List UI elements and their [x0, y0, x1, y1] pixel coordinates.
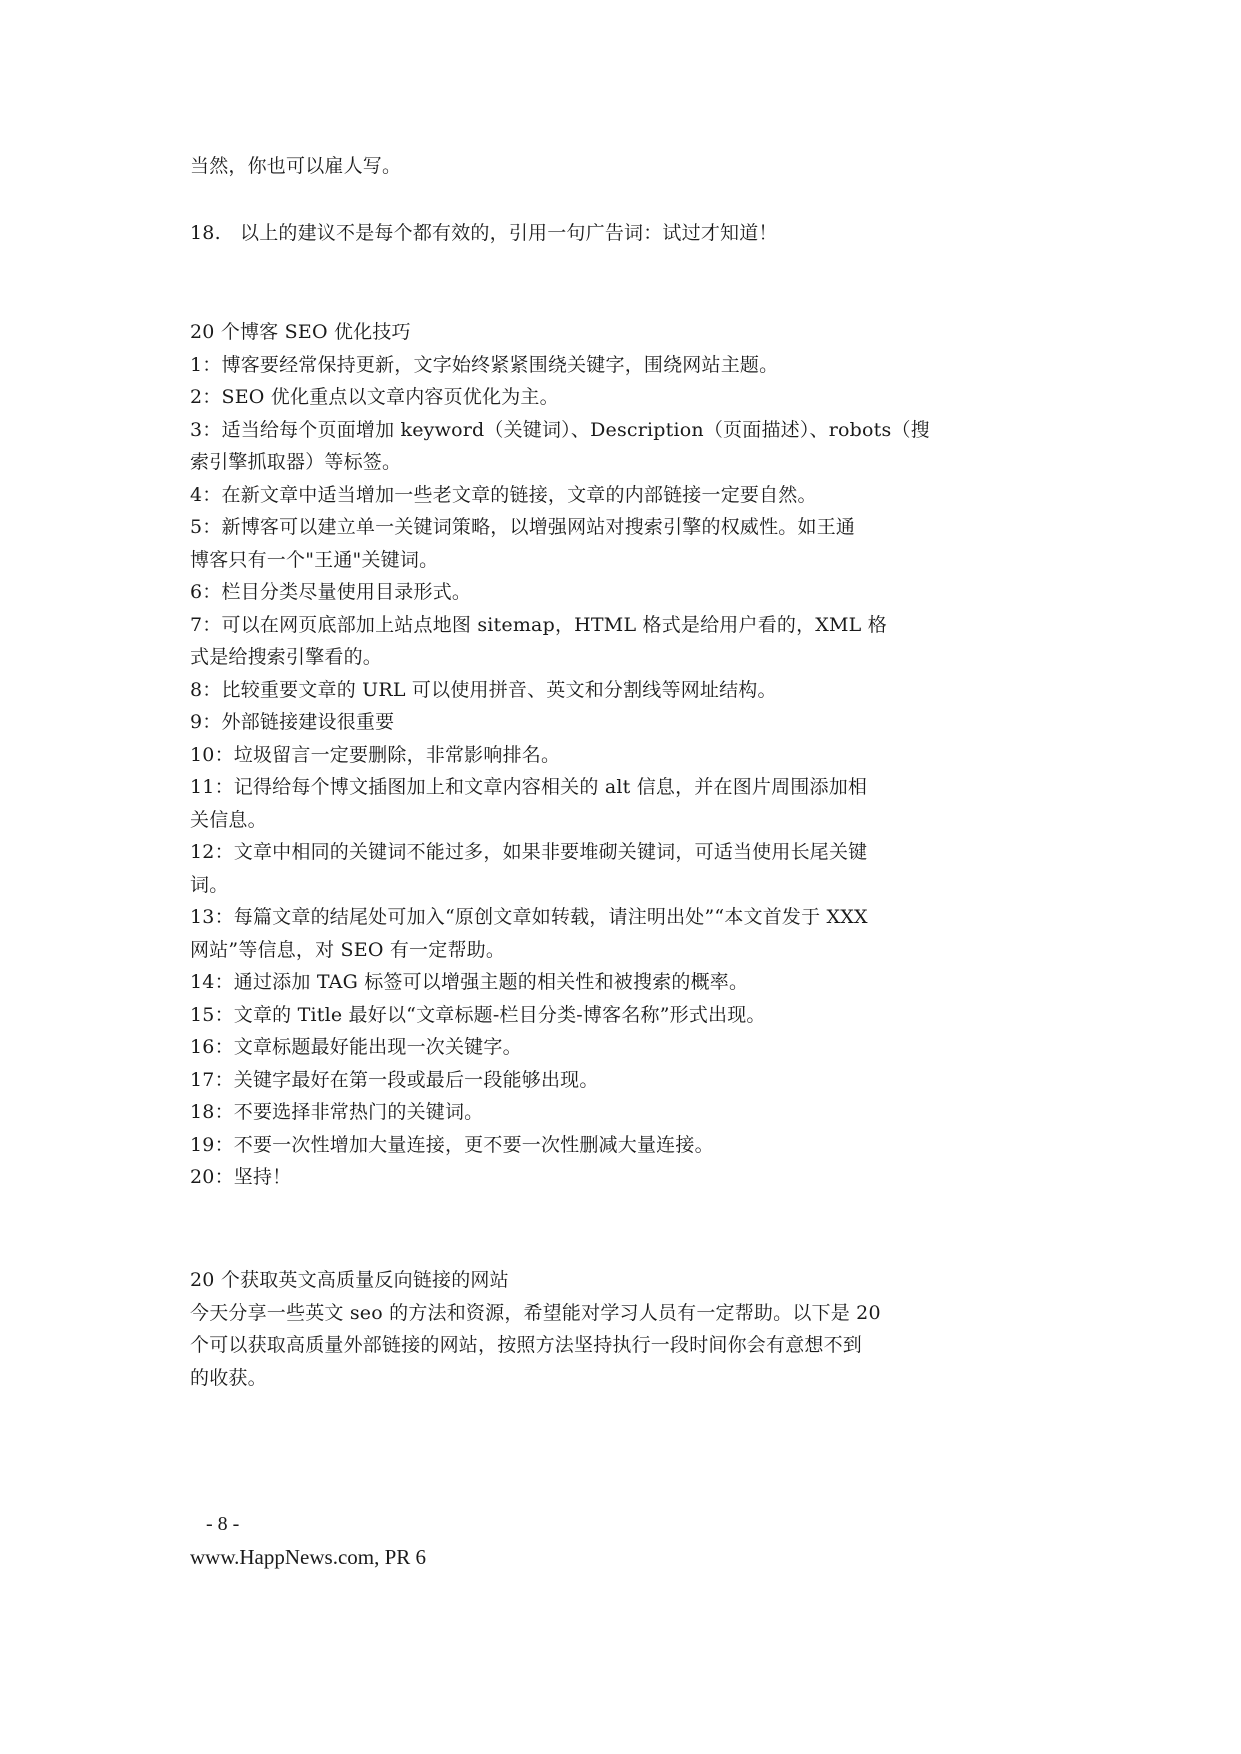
section-title: 20 个博客 SEO 优化技巧: [190, 321, 411, 343]
blog-seo-tips-section: [190, 316, 970, 1194]
text-line: 7：可以在网页底部加上站点地图 sitemap，HTML 格式是给用户看的，XML 格: [190, 613, 887, 636]
text-line: 8：比较重要文章的 URL 可以使用拼音、英文和分割线等网址结构。: [190, 678, 777, 701]
intro-paragraph: [190, 150, 970, 183]
text-line: 11：记得给每个博文插图加上和文章内容相关的 alt 信息，并在图片周围添加相: [190, 776, 868, 798]
item-18-line: 18. 以上的建议不是每个都有效的，引用一句广告词：试过才知道！: [190, 222, 778, 244]
item-18-paragraph: [190, 217, 970, 250]
text-line: 13：每篇文章的结尾处可加入“原创文章如转载，请注明出处”“本文首发于 XXX: [190, 906, 868, 928]
text-line: 今天分享一些英文 seo 的方法和资源，希望能对学习人员有一定帮助。以下是 20: [190, 1301, 881, 1324]
text-line: 关信息。: [190, 808, 267, 831]
text-line: 2：SEO 优化重点以文章内容页优化为主。: [190, 386, 559, 408]
backlink-sites-section: [190, 1264, 970, 1394]
text-line: 索引擎抓取器）等标签。: [190, 451, 402, 473]
text-line: 17：关键字最好在第一段或最后一段能够出现。: [190, 1068, 599, 1091]
text-line: 15：文章的 Title 最好以“文章标题-栏目分类-博客名称”形式出现。: [190, 1003, 766, 1026]
text-line: 9：外部链接建设很重要: [190, 711, 395, 733]
text-line: 4：在新文章中适当增加一些老文章的链接，文章的内部链接一定要自然。: [190, 483, 817, 506]
text-line: 5：新博客可以建立单一关键词策略，以增强网站对搜索引擎的权威性。如王通: [190, 516, 856, 538]
footer-site: www.HappNews.com, PR 6: [190, 1545, 427, 1569]
text-line: 19：不要一次性增加大量连接，更不要一次性删减大量连接。: [190, 1133, 714, 1156]
text-line: 14：通过添加 TAG 标签可以增强主题的相关性和被搜索的概率。: [190, 971, 749, 993]
text-line: 个可以获取高质量外部链接的网站，按照方法坚持执行一段时间你会有意想不到: [190, 1334, 863, 1356]
text-line: 3：适当给每个页面增加 keyword（关键词）、Description（页面描述）、robots（搜: [190, 418, 930, 441]
section-title: 20 个获取英文高质量反向链接的网站: [190, 1269, 509, 1291]
page-number: - 8 -: [206, 1513, 240, 1535]
text-line: 词。: [190, 873, 229, 896]
text-line: 10：垃圾留言一定要删除，非常影响排名。: [190, 743, 561, 766]
text-line: 18：不要选择非常热门的关键词。: [190, 1101, 484, 1123]
text-line: 16：文章标题最好能出现一次关键字。: [190, 1036, 522, 1058]
text-line: 12：文章中相同的关键词不能过多，如果非要堆砌关键词，可适当使用长尾关键: [190, 841, 868, 863]
text-line: 20：坚持！: [190, 1166, 292, 1188]
text-line: 网站”等信息，对 SEO 有一定帮助。: [190, 938, 506, 961]
text-line: 1：博客要经常保持更新，文字始终紧紧围绕关键字，围绕网站主题。: [190, 353, 779, 376]
intro-line: 当然，你也可以雇人写。: [190, 155, 402, 177]
text-line: 式是给搜索引擎看的。: [190, 646, 383, 668]
text-line: 博客只有一个"王通"关键词。: [190, 548, 439, 571]
text-line: 的收获。: [190, 1366, 267, 1389]
text-line: 6：栏目分类尽量使用目录形式。: [190, 581, 472, 603]
